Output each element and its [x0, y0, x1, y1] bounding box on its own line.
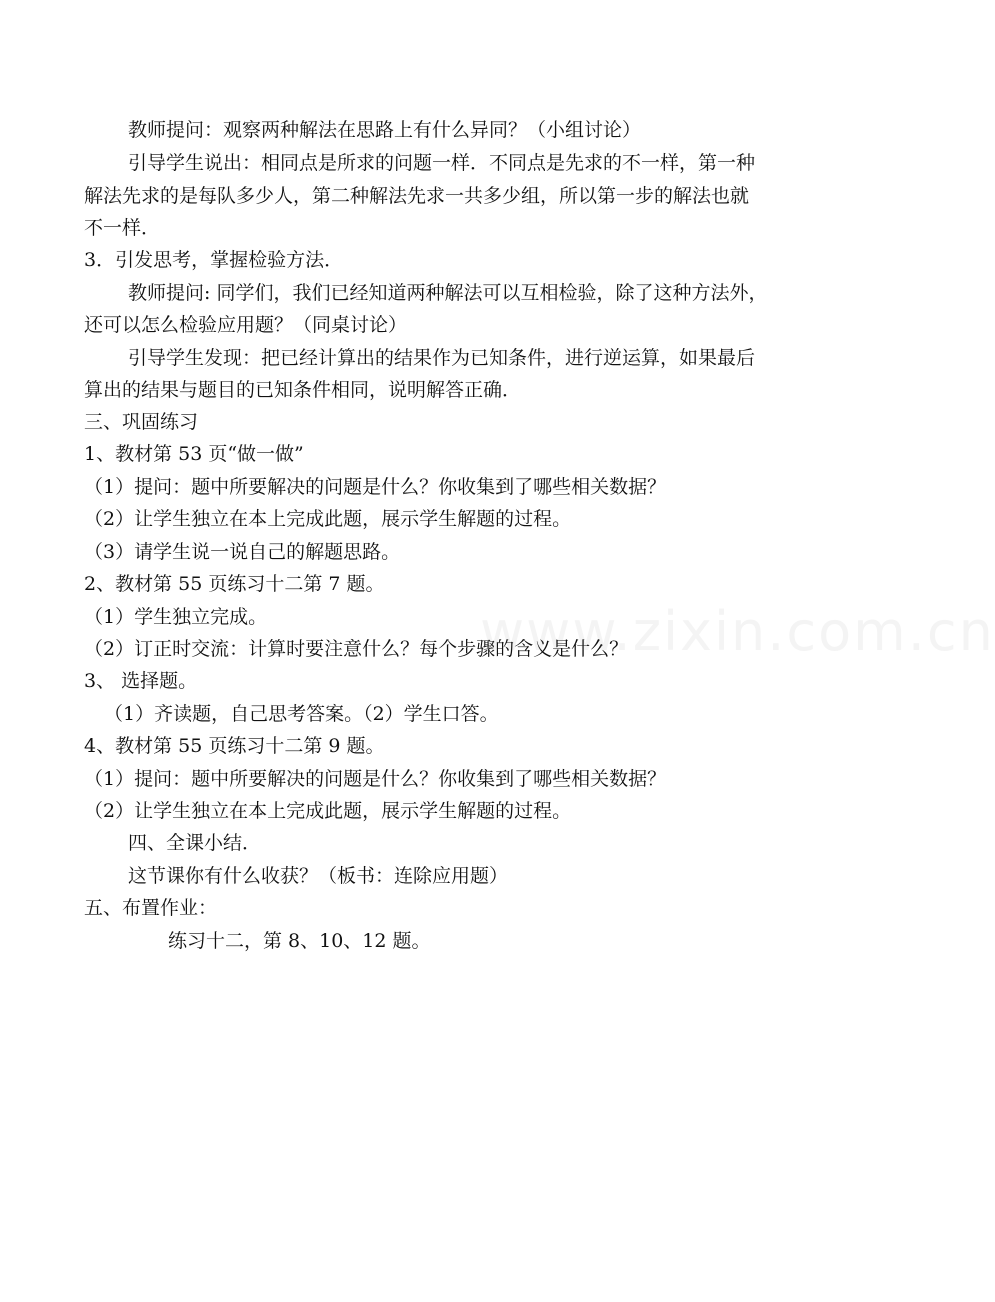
text-line: 引导学生发现：把已经计算出的结果作为已知条件，进行逆运算，如果最后 [128, 347, 756, 369]
list-item: （2）订正时交流：计算时要注意什么？每个步骤的含义是什么？ [84, 638, 629, 660]
list-item: （2）让学生独立在本上完成此题，展示学生解题的过程。 [84, 800, 572, 822]
list-item: （2）让学生独立在本上完成此题，展示学生解题的过程。 [84, 508, 572, 530]
text-line: 算出的结果与题目的已知条件相同，说明解答正确． [84, 379, 522, 401]
text-line: 教师提问: 同学们，我们已经知道两种解法可以互相检验，除了这种方法外， [128, 282, 768, 304]
watermark: www.zixin.com.cn [480, 600, 995, 663]
list-item: （1）学生独立完成。 [84, 606, 268, 628]
exercise-heading: 3、 选择题。 [84, 670, 198, 692]
text-line: 不一样． [84, 217, 161, 239]
section-heading: 三、巩固练习 [84, 411, 199, 433]
section-heading: 四、全课小结． [128, 832, 262, 854]
exercise-heading: 1、教材第 53 页“做一做” [84, 443, 304, 465]
text-line: 引导学生说出：相同点是所求的问题一样．不同点是先求的不一样，第一种 [128, 152, 756, 174]
text-line: 还可以怎么检验应用题？（同桌讨论） [84, 314, 408, 336]
exercise-heading: 2、教材第 55 页练习十二第 7 题。 [84, 573, 385, 595]
section-heading: 3．引发思考，掌握检验方法． [84, 249, 344, 271]
list-item: （3）请学生说一说自己的解题思路。 [84, 541, 401, 563]
text-line: 教师提问：观察两种解法在思路上有什么异同？（小组讨论） [128, 119, 642, 141]
list-item: （1）提问：题中所要解决的问题是什么？你收集到了哪些相关数据？ [84, 476, 667, 498]
text-line: 解法先求的是每队多少人，第二种解法先求一共多少组，所以第一步的解法也就 [84, 185, 750, 207]
section-heading: 五、布置作业： [84, 897, 218, 919]
text-line: 练习十二，第 8、10、12 题。 [168, 930, 431, 952]
list-item: （1）齐读题，自己思考答案。（2）学生口答。 [104, 703, 499, 725]
text-line: 这节课你有什么收获？（板书：连除应用题） [128, 865, 509, 887]
exercise-heading: 4、教材第 55 页练习十二第 9 题。 [84, 735, 385, 757]
list-item: （1）提问：题中所要解决的问题是什么？你收集到了哪些相关数据？ [84, 768, 667, 790]
